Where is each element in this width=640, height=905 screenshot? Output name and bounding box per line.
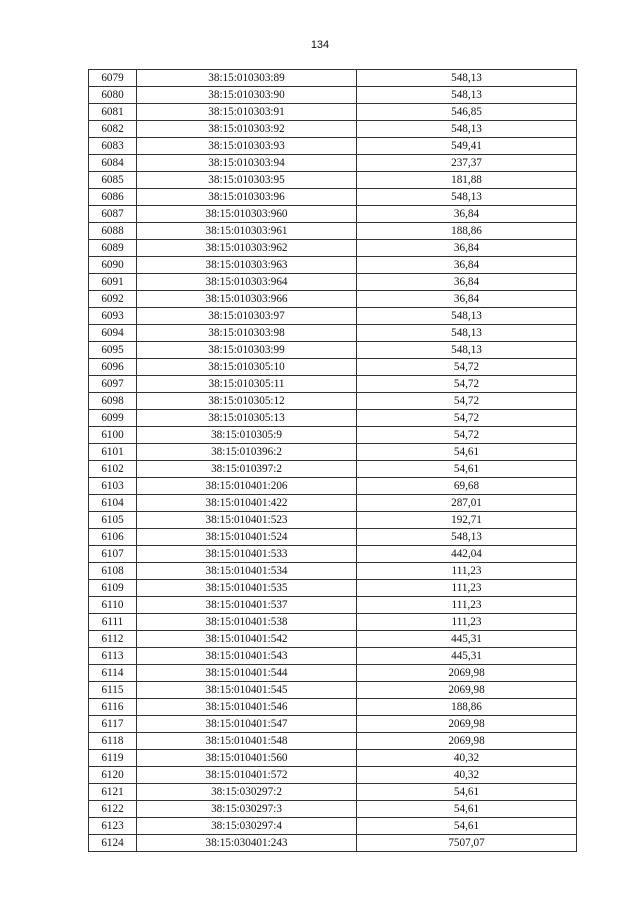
value-cell: 548,13 <box>357 121 577 138</box>
cadastral-number-cell: 38:15:010303:966 <box>137 291 357 308</box>
cadastral-number-cell: 38:15:030297:4 <box>137 818 357 835</box>
table-row <box>89 257 577 274</box>
row-number-cell: 6110 <box>89 597 137 614</box>
table-row <box>89 597 577 614</box>
table-row <box>89 512 577 529</box>
table-row <box>89 801 577 818</box>
table-row <box>89 325 577 342</box>
table-row <box>89 835 577 852</box>
table-row <box>89 614 577 631</box>
table-row <box>89 665 577 682</box>
value-cell: 188,86 <box>357 223 577 240</box>
table-row <box>89 308 577 325</box>
cadastral-number-cell: 38:15:010401:547 <box>137 716 357 733</box>
table-row <box>89 529 577 546</box>
table-row <box>89 699 577 716</box>
row-number-cell: 6096 <box>89 359 137 376</box>
cadastral-number-cell: 38:15:010305:12 <box>137 393 357 410</box>
table-row <box>89 70 577 87</box>
value-cell: 36,84 <box>357 240 577 257</box>
cadastral-number-cell: 38:15:010303:94 <box>137 155 357 172</box>
cadastral-number-cell: 38:15:010303:99 <box>137 342 357 359</box>
cadastral-number-cell: 38:15:010401:206 <box>137 478 357 495</box>
row-number-cell: 6108 <box>89 563 137 580</box>
row-number-cell: 6086 <box>89 189 137 206</box>
value-cell: 54,61 <box>357 801 577 818</box>
table-row <box>89 461 577 478</box>
value-cell: 111,23 <box>357 614 577 631</box>
row-number-cell: 6113 <box>89 648 137 665</box>
value-cell: 54,72 <box>357 410 577 427</box>
registry-table-body <box>89 70 577 852</box>
table-row <box>89 563 577 580</box>
cadastral-number-cell: 38:15:010401:535 <box>137 580 357 597</box>
value-cell: 54,61 <box>357 444 577 461</box>
cadastral-number-cell: 38:15:010401:544 <box>137 665 357 682</box>
value-cell: 54,72 <box>357 393 577 410</box>
row-number-cell: 6087 <box>89 206 137 223</box>
table-row <box>89 648 577 665</box>
cadastral-number-cell: 38:15:010303:963 <box>137 257 357 274</box>
value-cell: 188,86 <box>357 699 577 716</box>
cadastral-number-cell: 38:15:010303:98 <box>137 325 357 342</box>
table-row <box>89 223 577 240</box>
cadastral-number-cell: 38:15:010303:93 <box>137 138 357 155</box>
cadastral-number-cell: 38:15:010401:545 <box>137 682 357 699</box>
cadastral-number-cell: 38:15:010303:95 <box>137 172 357 189</box>
cadastral-number-cell: 38:15:010303:962 <box>137 240 357 257</box>
cadastral-number-cell: 38:15:010401:560 <box>137 750 357 767</box>
cadastral-number-cell: 38:15:010305:10 <box>137 359 357 376</box>
value-cell: 181,88 <box>357 172 577 189</box>
row-number-cell: 6104 <box>89 495 137 512</box>
table-row <box>89 682 577 699</box>
row-number-cell: 6116 <box>89 699 137 716</box>
cadastral-number-cell: 38:15:010401:538 <box>137 614 357 631</box>
row-number-cell: 6105 <box>89 512 137 529</box>
value-cell: 36,84 <box>357 274 577 291</box>
cadastral-number-cell: 38:15:010303:89 <box>137 70 357 87</box>
cadastral-number-cell: 38:15:010401:548 <box>137 733 357 750</box>
value-cell: 54,72 <box>357 427 577 444</box>
value-cell: 548,13 <box>357 325 577 342</box>
cadastral-number-cell: 38:15:010305:13 <box>137 410 357 427</box>
row-number-cell: 6089 <box>89 240 137 257</box>
cadastral-number-cell: 38:15:010303:96 <box>137 189 357 206</box>
value-cell: 2069,98 <box>357 682 577 699</box>
value-cell: 2069,98 <box>357 665 577 682</box>
row-number-cell: 6092 <box>89 291 137 308</box>
row-number-cell: 6120 <box>89 767 137 784</box>
cadastral-number-cell: 38:15:010401:546 <box>137 699 357 716</box>
value-cell: 2069,98 <box>357 733 577 750</box>
value-cell: 287,01 <box>357 495 577 512</box>
table-row <box>89 716 577 733</box>
cadastral-number-cell: 38:15:010303:97 <box>137 308 357 325</box>
table-row <box>89 121 577 138</box>
row-number-cell: 6121 <box>89 784 137 801</box>
table-row <box>89 104 577 121</box>
value-cell: 111,23 <box>357 580 577 597</box>
value-cell: 548,13 <box>357 342 577 359</box>
row-number-cell: 6099 <box>89 410 137 427</box>
cadastral-number-cell: 38:15:010397:2 <box>137 461 357 478</box>
value-cell: 54,61 <box>357 818 577 835</box>
row-number-cell: 6123 <box>89 818 137 835</box>
cadastral-number-cell: 38:15:010303:91 <box>137 104 357 121</box>
value-cell: 69,68 <box>357 478 577 495</box>
row-number-cell: 6090 <box>89 257 137 274</box>
table-row <box>89 410 577 427</box>
value-cell: 111,23 <box>357 597 577 614</box>
cadastral-number-cell: 38:15:010305:9 <box>137 427 357 444</box>
row-number-cell: 6093 <box>89 308 137 325</box>
row-number-cell: 6107 <box>89 546 137 563</box>
value-cell: 111,23 <box>357 563 577 580</box>
cadastral-number-cell: 38:15:010401:537 <box>137 597 357 614</box>
value-cell: 442,04 <box>357 546 577 563</box>
row-number-cell: 6085 <box>89 172 137 189</box>
value-cell: 445,31 <box>357 648 577 665</box>
table-row <box>89 767 577 784</box>
value-cell: 548,13 <box>357 308 577 325</box>
value-cell: 546,85 <box>357 104 577 121</box>
cadastral-number-cell: 38:15:010401:422 <box>137 495 357 512</box>
cadastral-number-cell: 38:15:010401:543 <box>137 648 357 665</box>
value-cell: 549,41 <box>357 138 577 155</box>
table-row <box>89 750 577 767</box>
row-number-cell: 6088 <box>89 223 137 240</box>
row-number-cell: 6112 <box>89 631 137 648</box>
table-row <box>89 444 577 461</box>
row-number-cell: 6106 <box>89 529 137 546</box>
row-number-cell: 6081 <box>89 104 137 121</box>
row-number-cell: 6103 <box>89 478 137 495</box>
row-number-cell: 6080 <box>89 87 137 104</box>
row-number-cell: 6114 <box>89 665 137 682</box>
cadastral-number-cell: 38:15:010303:961 <box>137 223 357 240</box>
row-number-cell: 6115 <box>89 682 137 699</box>
cadastral-number-cell: 38:15:010401:523 <box>137 512 357 529</box>
table-row <box>89 359 577 376</box>
cadastral-number-cell: 38:15:010305:11 <box>137 376 357 393</box>
value-cell: 2069,98 <box>357 716 577 733</box>
value-cell: 548,13 <box>357 529 577 546</box>
value-cell: 7507,07 <box>357 835 577 852</box>
row-number-cell: 6109 <box>89 580 137 597</box>
table-row <box>89 733 577 750</box>
table-row <box>89 172 577 189</box>
cadastral-number-cell: 38:15:010401:524 <box>137 529 357 546</box>
row-number-cell: 6082 <box>89 121 137 138</box>
row-number-cell: 6091 <box>89 274 137 291</box>
value-cell: 54,61 <box>357 784 577 801</box>
cadastral-number-cell: 38:15:010401:534 <box>137 563 357 580</box>
table-row <box>89 495 577 512</box>
row-number-cell: 6084 <box>89 155 137 172</box>
row-number-cell: 6094 <box>89 325 137 342</box>
table-row <box>89 478 577 495</box>
value-cell: 40,32 <box>357 750 577 767</box>
table-row <box>89 376 577 393</box>
cadastral-number-cell: 38:15:010396:2 <box>137 444 357 461</box>
value-cell: 548,13 <box>357 70 577 87</box>
value-cell: 54,72 <box>357 359 577 376</box>
value-cell: 54,61 <box>357 461 577 478</box>
table-row <box>89 138 577 155</box>
table-row <box>89 240 577 257</box>
cadastral-number-cell: 38:15:010401:572 <box>137 767 357 784</box>
row-number-cell: 6124 <box>89 835 137 852</box>
value-cell: 40,32 <box>357 767 577 784</box>
registry-table <box>88 69 577 852</box>
table-row <box>89 87 577 104</box>
cadastral-number-cell: 38:15:010401:542 <box>137 631 357 648</box>
cadastral-number-cell: 38:15:030297:2 <box>137 784 357 801</box>
value-cell: 445,31 <box>357 631 577 648</box>
row-number-cell: 6119 <box>89 750 137 767</box>
cadastral-number-cell: 38:15:030297:3 <box>137 801 357 818</box>
value-cell: 36,84 <box>357 206 577 223</box>
row-number-cell: 6097 <box>89 376 137 393</box>
table-row <box>89 427 577 444</box>
table-row <box>89 580 577 597</box>
cadastral-number-cell: 38:15:030401:243 <box>137 835 357 852</box>
cadastral-number-cell: 38:15:010303:92 <box>137 121 357 138</box>
value-cell: 548,13 <box>357 87 577 104</box>
row-number-cell: 6079 <box>89 70 137 87</box>
table-row <box>89 546 577 563</box>
cadastral-number-cell: 38:15:010401:533 <box>137 546 357 563</box>
value-cell: 237,37 <box>357 155 577 172</box>
value-cell: 36,84 <box>357 291 577 308</box>
cadastral-number-cell: 38:15:010303:964 <box>137 274 357 291</box>
cadastral-number-cell: 38:15:010303:90 <box>137 87 357 104</box>
row-number-cell: 6122 <box>89 801 137 818</box>
table-row <box>89 189 577 206</box>
row-number-cell: 6095 <box>89 342 137 359</box>
page-number: 134 <box>310 39 330 51</box>
table-row <box>89 393 577 410</box>
value-cell: 192,71 <box>357 512 577 529</box>
table-row <box>89 784 577 801</box>
value-cell: 36,84 <box>357 257 577 274</box>
value-cell: 548,13 <box>357 189 577 206</box>
table-row <box>89 818 577 835</box>
row-number-cell: 6098 <box>89 393 137 410</box>
row-number-cell: 6100 <box>89 427 137 444</box>
table-row <box>89 631 577 648</box>
table-row <box>89 342 577 359</box>
row-number-cell: 6101 <box>89 444 137 461</box>
row-number-cell: 6111 <box>89 614 137 631</box>
table-row <box>89 291 577 308</box>
value-cell: 54,72 <box>357 376 577 393</box>
row-number-cell: 6117 <box>89 716 137 733</box>
cadastral-number-cell: 38:15:010303:960 <box>137 206 357 223</box>
table-row <box>89 206 577 223</box>
row-number-cell: 6102 <box>89 461 137 478</box>
table-row <box>89 274 577 291</box>
row-number-cell: 6083 <box>89 138 137 155</box>
row-number-cell: 6118 <box>89 733 137 750</box>
table-row <box>89 155 577 172</box>
